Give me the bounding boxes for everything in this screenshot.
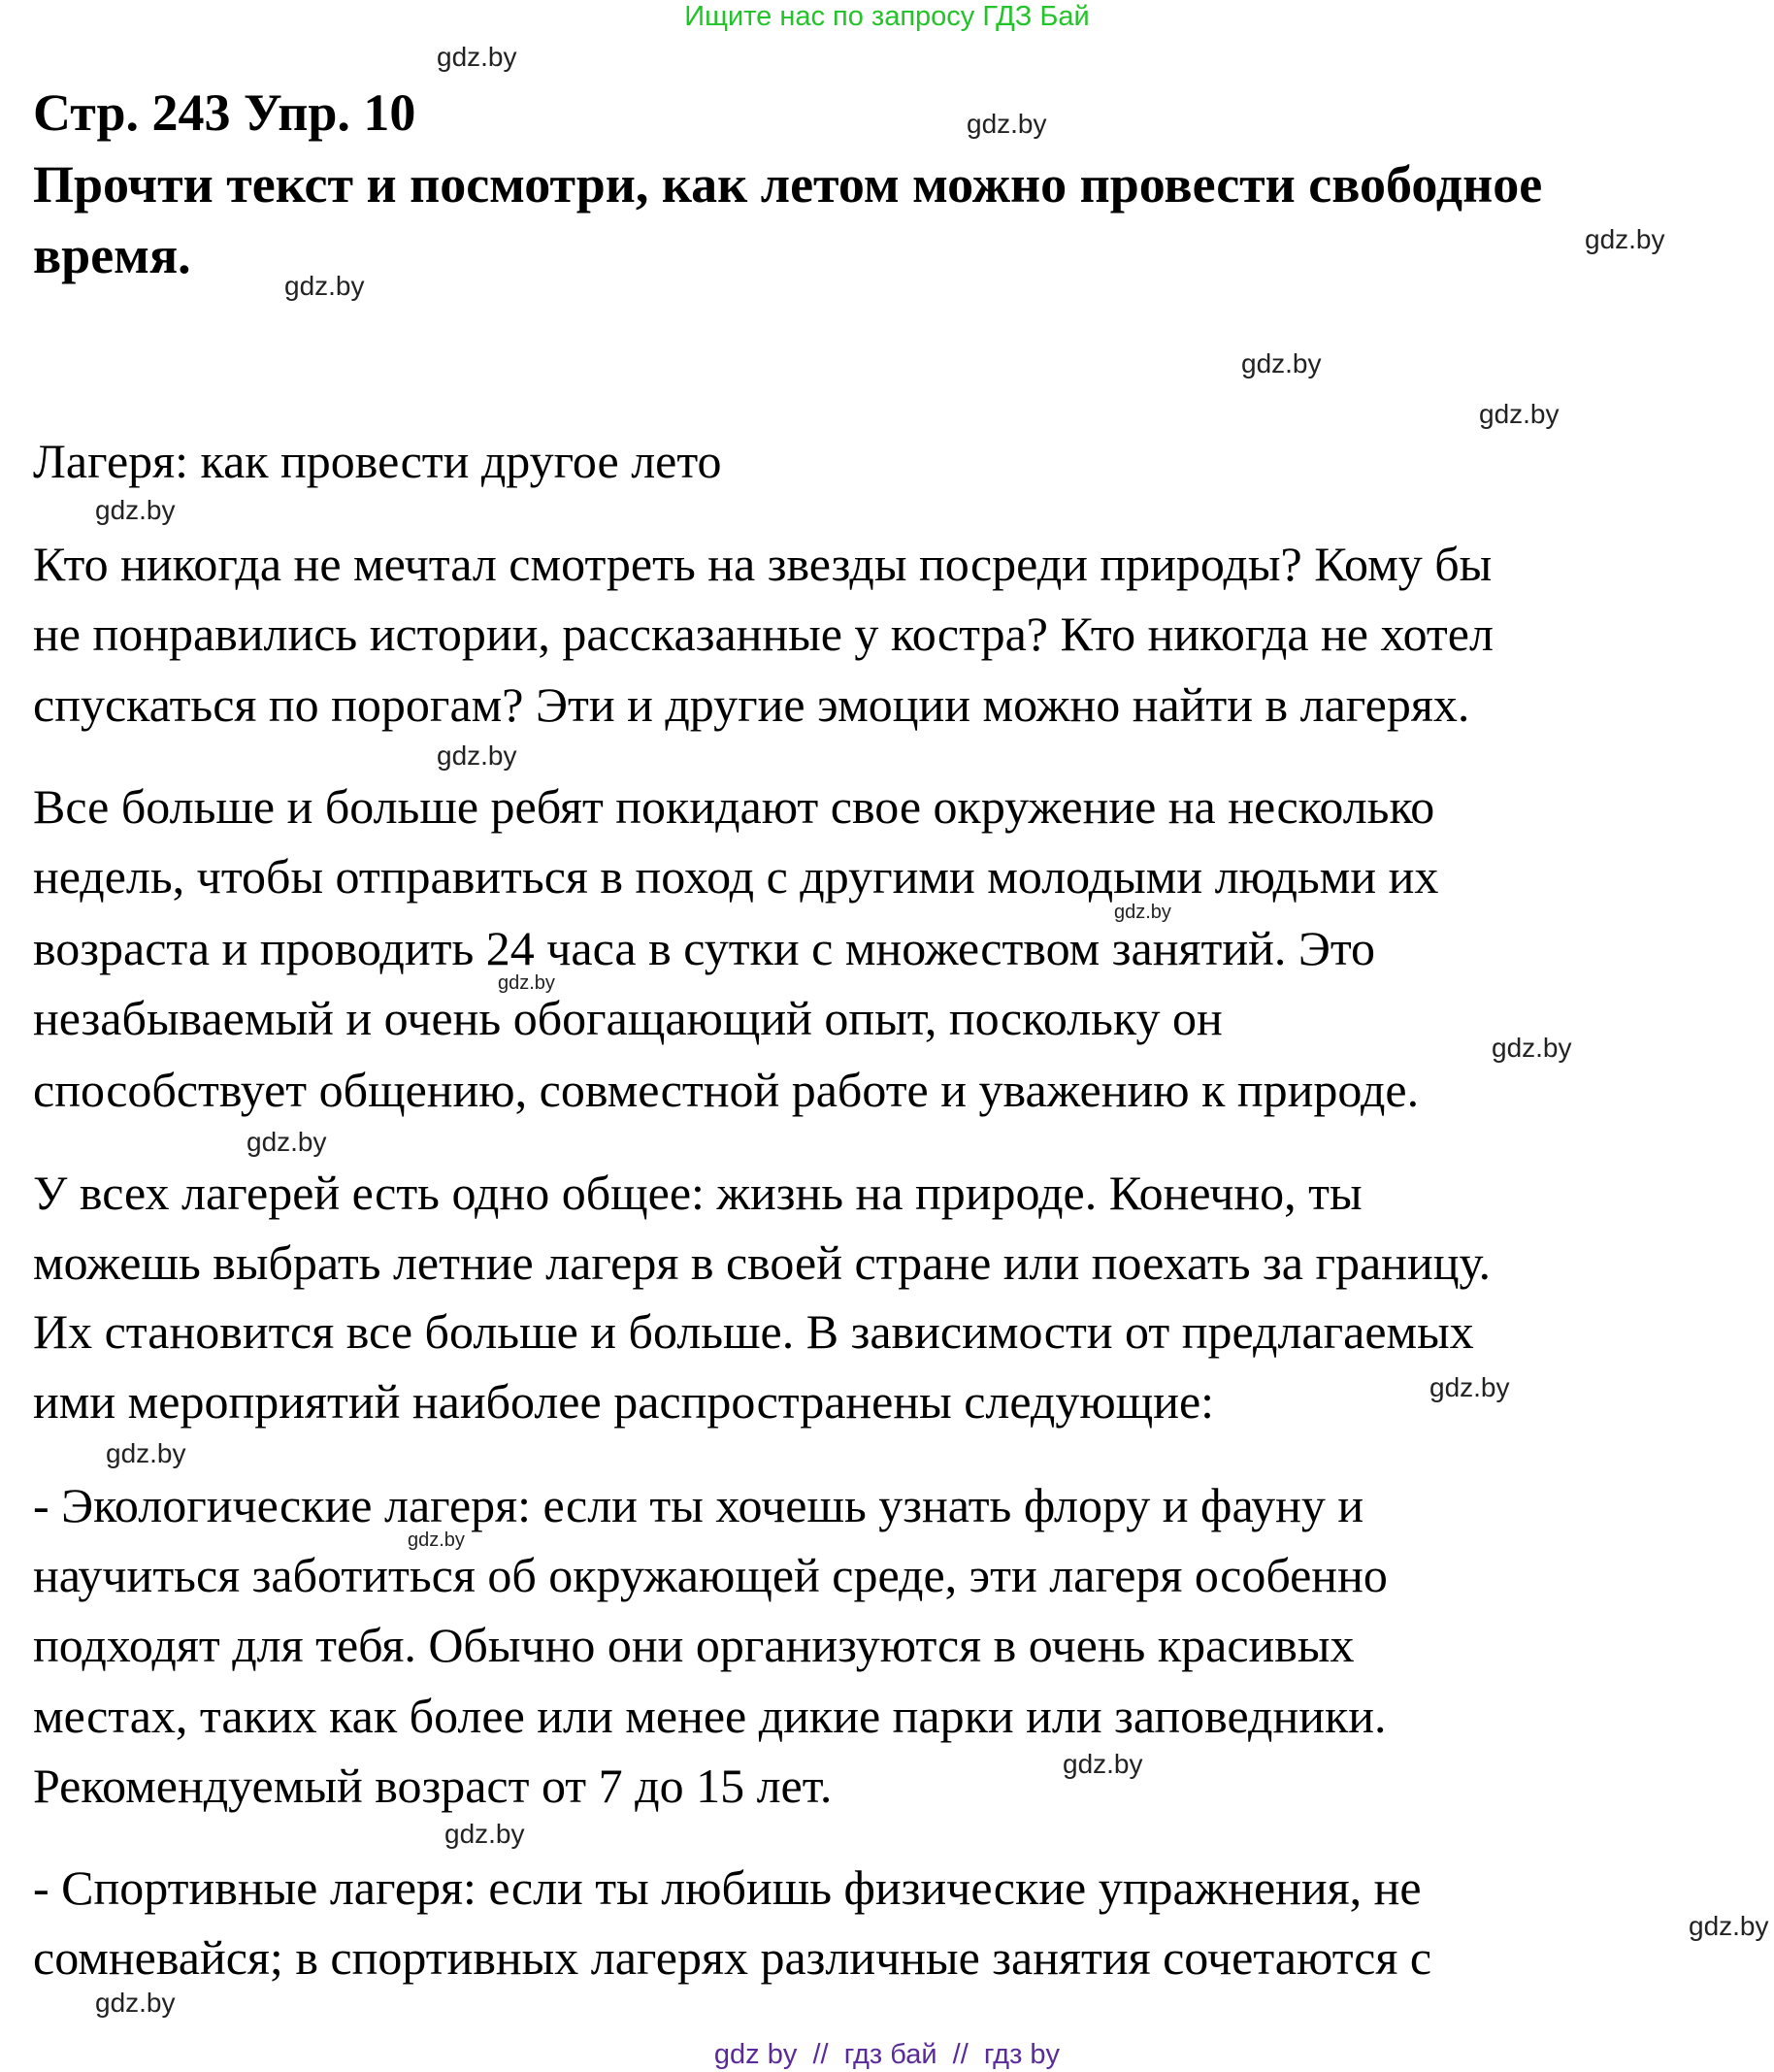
page-title: Стр. 243 Упр. 10 bbox=[33, 83, 416, 142]
watermark: gdz.by bbox=[1479, 399, 1560, 429]
watermark: gdz.by bbox=[1114, 902, 1171, 923]
watermark: gdz.by bbox=[95, 495, 176, 525]
text-line: можешь выбрать летние лагеря в своей стране или поехать за границу. bbox=[33, 1235, 1491, 1290]
task-text: время. bbox=[33, 226, 191, 284]
watermark: gdz.by bbox=[1429, 1372, 1510, 1402]
text-line: возраста и проводить 24 часа в сутки с множеством занятий. Это bbox=[33, 921, 1376, 975]
text-line: сомневайся; в спортивных лагерях различные занятия сочетаются с bbox=[33, 1930, 1432, 1985]
watermark: gdz.by bbox=[1585, 224, 1665, 254]
watermark: gdz.by bbox=[1241, 348, 1322, 378]
footer-watermark: gdz by // гдз бай // гдз by bbox=[713, 2039, 1061, 2070]
search-banner: Ищите нас по запросу ГДЗ Бай bbox=[684, 1, 1090, 32]
watermark: gdz.by bbox=[1492, 1033, 1572, 1063]
text-line: способствует общению, совместной работе и уважению к природе. bbox=[33, 1063, 1420, 1117]
watermark: gdz.by bbox=[408, 1529, 465, 1551]
watermark: gdz.by bbox=[437, 740, 517, 771]
text-line: не понравились истории, рассказанные у костра? Кто никогда не хотел bbox=[33, 607, 1494, 661]
watermark: gdz.by bbox=[284, 271, 365, 301]
text-line: подходят для тебя. Обычно они организуются в очень красивых bbox=[33, 1618, 1355, 1672]
watermark: gdz.by bbox=[498, 972, 555, 994]
text-line: Их становится все больше и больше. В зависимости от предлагаемых bbox=[33, 1304, 1474, 1359]
task-text: Прочти текст и посмотри, как летом можно провести свободное bbox=[33, 155, 1543, 214]
text-line: местах, таких как более или менее дикие парки или заповедники. bbox=[33, 1689, 1387, 1743]
text-line: Кто никогда не мечтал смотреть на звезды посреди природы? Кому бы bbox=[33, 537, 1493, 591]
text-line: ими мероприятий наиболее распространены следующие: bbox=[33, 1374, 1215, 1429]
text-line: недель, чтобы отправиться в поход с другими молодыми людьми их bbox=[33, 849, 1439, 904]
watermark: gdz.by bbox=[1689, 1911, 1769, 1941]
text-line: научиться заботиться об окружающей среде, эти лагеря особенно bbox=[33, 1548, 1388, 1602]
text-heading: Лагеря: как провести другое лето bbox=[33, 434, 722, 488]
text-line: Рекомендуемый возраст от 7 до 15 лет. bbox=[33, 1759, 833, 1813]
text-line: - Экологические лагеря: если ты хочешь узнать флору и фауну и bbox=[33, 1478, 1364, 1532]
text-line: У всех лагерей есть одно общее: жизнь на природе. Конечно, ты bbox=[33, 1166, 1363, 1220]
text-line: Все больше и больше ребят покидают свое окружение на несколько bbox=[33, 779, 1435, 834]
text-line: спускаться по порогам? Эти и другие эмоции можно найти в лагерях. bbox=[33, 677, 1470, 732]
watermark: gdz.by bbox=[246, 1127, 327, 1157]
text-line: незабываемый и очень обогащающий опыт, поскольку он bbox=[33, 991, 1223, 1045]
watermark: gdz.by bbox=[95, 1988, 176, 2018]
watermark: gdz.by bbox=[1063, 1749, 1143, 1779]
watermark: gdz.by bbox=[437, 42, 517, 72]
watermark: gdz.by bbox=[444, 1819, 525, 1849]
watermark: gdz.by bbox=[106, 1438, 186, 1468]
text-line: - Спортивные лагеря: если ты любишь физические упражнения, не bbox=[33, 1860, 1422, 1915]
watermark: gdz.by bbox=[967, 109, 1047, 139]
